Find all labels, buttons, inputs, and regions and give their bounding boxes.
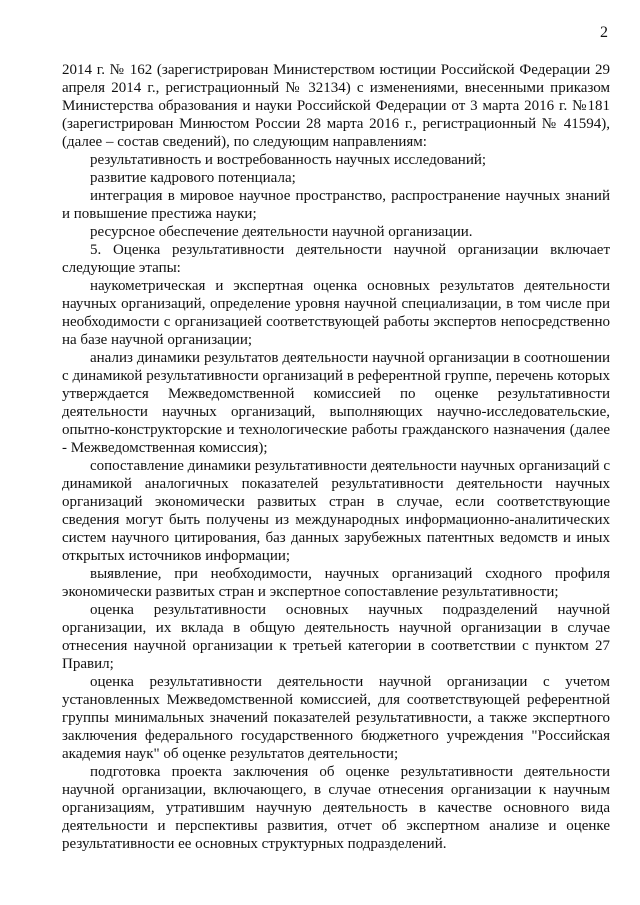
page-number: 2 — [600, 24, 608, 41]
paragraph: сопоставление динамики результативности деятельности научных организаций с динамикой аналогичных показателей результативности деятельности научных организаций экономически развитых стран в случае, если соответствующие сведения могут быть получены из международных информационно-аналитических систем научного цитирования, баз данных зарубежных патентных ведомств и иных открытых источников информации; — [62, 458, 610, 564]
paragraph: подготовка проекта заключения об оценке результативности деятельности научной организации, включающего, в случае отнесения организации к научным организациям, утратившим научную деятельность в качестве основного вида деятельности и перспективы развития, отчет об экспертном анализе и оценке результативности ее основных структурных подразделений. — [62, 764, 610, 852]
paragraph: оценка результативности основных научных подразделений научной организации, их вклада в общую деятельность научной организации в случае отнесения научной организации к третьей категории в соответствии с пунктом 27 Правил; — [62, 602, 610, 672]
paragraph: анализ динамики результатов деятельности научной организации в соотношении с динамикой результативности организаций в референтной группе, перечень которых утверждается Межведомственной комиссией по оценке результативности деятельности научных организаций, выполняющих научно-исследовательские, опытно-конструкторские и технологические работы гражданского назначения (далее - Межведомственная комиссия); — [62, 350, 610, 456]
paragraph: ресурсное обеспечение деятельности научной организации. — [90, 224, 473, 240]
paragraph: выявление, при необходимости, научных организаций сходного профиля экономически развитых стран и экспертное сопоставление результативности; — [62, 566, 610, 600]
paragraph: 5. Оценка результативности деятельности научной организации включает следующие этапы: — [62, 242, 610, 276]
paragraph: результативность и востребованность научных исследований; — [90, 152, 487, 168]
paragraph: развитие кадрового потенциала; — [90, 170, 296, 186]
paragraph: интеграция в мировое научное пространство, распространение научных знаний и повышение престижа науки; — [62, 188, 610, 222]
paragraph: наукометрическая и экспертная оценка основных результатов деятельности научных организаций, определение уровня научной специализации, в том числе при необходимости с организацией соответствующей работы экспертов непосредственно на базе научной организации; — [62, 278, 610, 348]
document-body — [62, 61, 610, 853]
paragraph: оценка результативности деятельности научной организации с учетом установленных Межведомственной комиссией, для соответствующей референтной группы минимальных значений показателей результативности, а также экспертного заключения федерального государственного бюджетного учреждения "Российская академия наук" об оценке результатов деятельности; — [62, 674, 610, 762]
paragraph: 2014 г. № 162 (зарегистрирован Министерством юстиции Российской Федерации 29 апреля 2014 г., регистрационный № 32134) с изменениями, внесенными приказом Министерства образования и науки Российской Федерации от 3 марта 2016 г. №181 (зарегистрирован Минюстом России 28 марта 2016 г., регистрационный № 41594), (далее – состав сведений), по следующим направлениям: — [62, 62, 610, 150]
